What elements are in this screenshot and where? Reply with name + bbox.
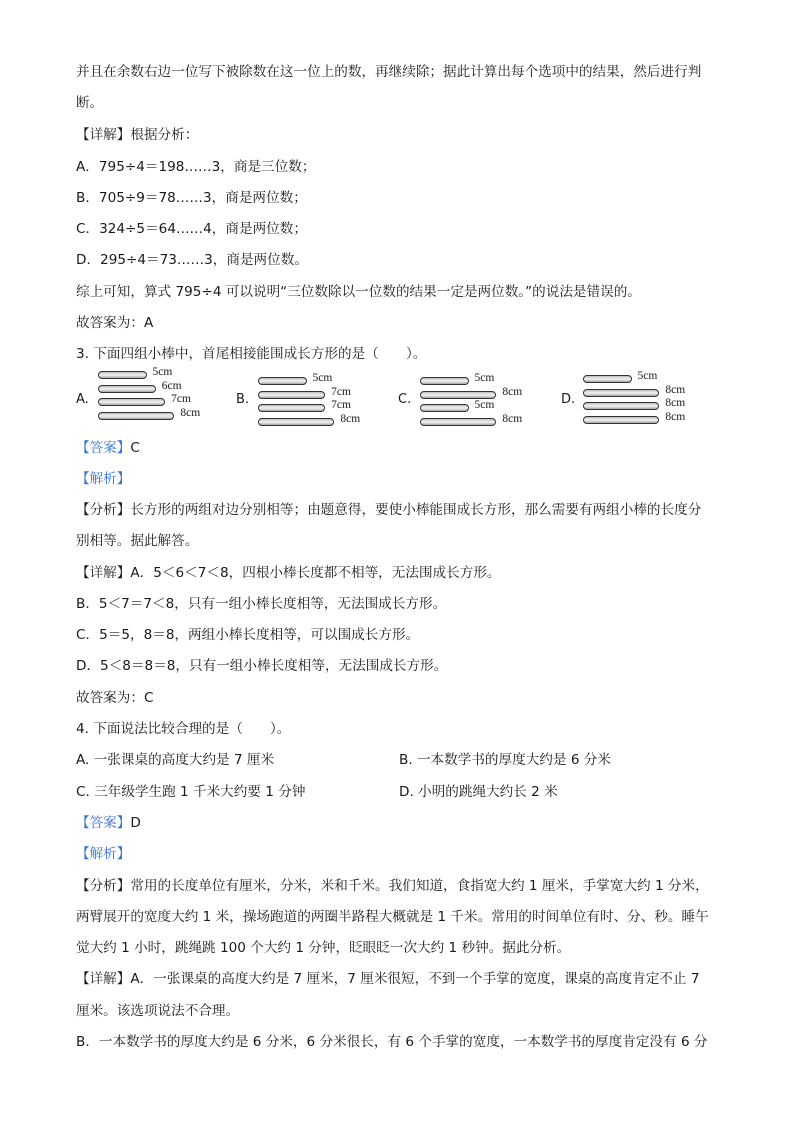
stick-bar [258,391,325,399]
stick-bar [258,404,325,412]
analysis-label: 【分析】 [76,502,131,518]
q3-analysis-line-1 [76,500,701,520]
q2-final-answer: 故答案为：A [76,315,154,331]
q3-detail-a [76,563,501,583]
stick-length-label: 8cm [340,412,361,425]
stick-length-label: 5cm [474,372,495,384]
q2-option-b: B．705÷9＝78……3，商是两位数； [76,190,307,206]
q4-question: 4. 下面说法比较合理的是（ ）。 [76,721,291,737]
q2-option-a: A．795÷4＝198……3，商是三位数； [76,159,316,175]
stick-bar [583,389,659,397]
stick-length-label: 8cm [665,383,686,396]
q4-answer [76,813,141,833]
stick-bar [98,412,174,420]
analysis-text: 长方形的两组对边分别相等；由题意得，要使小棒能围成长方形，那么需要有两组小棒的长度分 [130,502,702,518]
stick-bar [258,377,307,385]
analysis-text: 常用的长度单位有厘米，分米，米和千米。我们知道，食指宽大约 1 厘米，手掌宽大约 1 分米， [130,878,709,894]
stick-length-label: 7cm [171,393,191,405]
q2-detail-heading: 【详解】根据分析： [76,127,199,143]
stick-bar [98,398,165,406]
q3-detail-b: B．5＜7＝7＜8，只有一组小棒长度相等，无法围成长方形。 [76,596,447,612]
intro-line-2: 断。 [76,95,104,111]
stick-length-label: 8cm [665,397,686,409]
q3-answer [76,438,140,458]
figure-c [398,370,538,432]
q2-summary: 综上可知，算式 795÷4 可以说明“三位数除以一位数的结果一定是两位数。”的说法是错误的。 [76,284,641,300]
q4-analysis-line-1 [76,876,709,896]
q3-question: 3. 下面四组小棒中，首尾相接能围成长方形的是（ ）。 [76,346,427,362]
stick-length-label: 8cm [665,410,686,423]
stick-bar [420,377,469,385]
stick-length-label: 7cm [331,399,351,411]
stick-length-label: 7cm [331,385,351,398]
q3-analysis-tag: 【解析】 [76,471,131,487]
stick-length-label: 5cm [637,370,658,382]
answer-value: D [130,815,141,831]
figure-letter: B. [236,392,250,407]
stick-bar [583,402,659,410]
detail-label: 【详解】 [76,971,131,987]
q4-option-c: C. 三年级学生跑 1 千米大约要 1 分钟 [76,784,306,800]
intro-line-1: 并且在余数右边一位写下被除数在这一位上的数，再继续除；据此计算出每个选项中的结果，然后进行判 [76,64,702,80]
answer-tag: 【答案】 [76,815,131,831]
q3-detail-c: C．5＝5，8＝8，两组小棒长度相等，可以围成长方形。 [76,627,420,643]
q3-analysis-line-2: 别相等。据此解答。 [76,533,199,549]
stick-bar [420,418,496,426]
stick-group [98,366,218,432]
figure-letter: D. [561,392,576,407]
stick-group [583,370,703,430]
figure-letter: C. [398,392,412,407]
q3-detail-d: D．5＜8＝8＝8，只有一组小棒长度相等，无法围成长方形。 [76,658,448,674]
answer-value: C [130,440,140,456]
q4-detail-b-line-1: B．一本数学书的厚度大约是 6 分米，6 分米很长，有 6 个手掌的宽度，一本数学书的厚度肯定没有 6 分 [76,1034,708,1050]
q4-option-d: D. 小明的跳绳大约长 2 米 [399,784,558,800]
q2-option-d: D．295÷4＝73……3，商是两位数。 [76,252,308,268]
figure-a [76,366,216,432]
q4-option-b: B. 一本数学书的厚度大约是 6 分米 [399,752,611,768]
q4-detail-a-line-2: 厘米。该选项说法不合理。 [76,1003,240,1019]
figure-b [236,370,376,432]
stick-bar [583,375,632,383]
q4-option-a: A. 一张课桌的高度大约是 7 厘米 [76,752,275,768]
q4-detail-a-line-1 [76,969,699,989]
detail-text: A．5＜6＜7＜8，四根小棒长度都不相等，无法围成长方形。 [130,565,501,581]
stick-length-label: 5cm [312,372,333,384]
detail-text: A．一张课桌的高度大约是 7 厘米，7 厘米很短，不到一个手掌的宽度，课桌的高度肯定不止 7 [130,971,700,987]
stick-length-label: 5cm [152,366,173,378]
stick-length-label: 5cm [474,399,495,411]
q4-analysis-line-3: 觉大约 1 小时，跳绳跳 100 个大约 1 分钟，眨眼眨一次大约 1 秒钟。据此分析。 [76,940,571,956]
stick-bar [420,391,496,399]
stick-length-label: 8cm [502,385,523,398]
figure-letter: A. [76,392,89,407]
q3-final-answer: 故答案为：C [76,690,154,706]
stick-group [420,372,540,432]
answer-tag: 【答案】 [76,440,131,456]
q2-option-c: C．324÷5＝64……4，商是两位数； [76,221,307,237]
stick-group [258,372,378,432]
analysis-label: 【分析】 [76,878,131,894]
stick-bar [258,418,334,426]
stick-length-label: 8cm [502,412,523,425]
detail-label: 【详解】 [76,565,131,581]
stick-bar [420,404,469,412]
q4-analysis-tag: 【解析】 [76,846,131,862]
q4-analysis-line-2: 两臂展开的宽度大约 1 米，操场跑道的两圈半路程大概就是 1 千米。常用的时间单位有时、分、秒。睡午 [76,909,709,925]
stick-length-label: 8cm [180,406,201,419]
stick-bar [583,416,659,424]
stick-length-label: 6cm [161,379,182,392]
stick-bar [98,385,156,393]
figure-d [561,370,701,432]
stick-bar [98,371,147,379]
